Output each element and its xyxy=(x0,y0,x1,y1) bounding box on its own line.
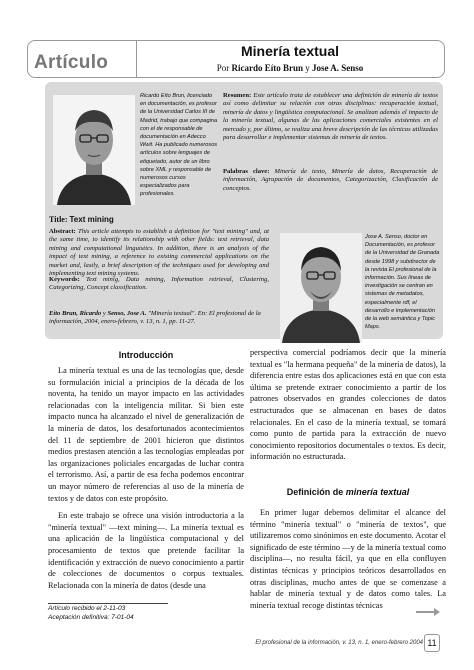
citation-author1: Eíto Brun, Ricardo xyxy=(49,310,102,317)
paragraph: La minería textual es una de las tecnologías que, desde su formulación inicial a principios de la década de los noventa, ha tenido un mayor impacto en las actividades relacionadas con la inteligencia militar. Si bien este impacto nunca ha alcanzado el nivel de generalización de la minería de datos, los desafortunados acontecimientos del 11 de septiembre de 2001 hicieron que distintos medios prestasen atención a las tecnologías empleadas por las organizaciones policiales encargadas de luchar contra el terrorismo. Así, a partir de esa fecha podemos encontrar un mayor número de referencias al uso de la minería de textos y de datos con este propósito. xyxy=(48,366,244,503)
resumen-text: Este artículo trata de establecer una definición de minería de textos así como delimitar su relación con otras disciplinas: recuperación textual, minería de datos y lingüística computacional. Se analizan además el impacto de la minería textual, algunas de las aplicaciones comerciales existentes en el mercado y, por último, se realiza una breve descripción de las técnicas utilizadas para desarrollar e implementar sistemas de minería de textos. xyxy=(223,92,438,142)
author2-photo xyxy=(280,233,362,343)
section-label: Artículo xyxy=(34,52,109,73)
continue-arrow-icon xyxy=(416,603,440,611)
keywords-en xyxy=(49,276,269,293)
citation-and: y xyxy=(101,310,108,317)
palabras-text: Minería de texto, Minería de datos, Recuperación de información, Agrupación de documentos, Categorización, Clasificación de conceptos. xyxy=(223,168,438,192)
accepted-date: Aceptación definitiva: 7-01-04 xyxy=(48,613,134,621)
header-divider xyxy=(136,40,137,78)
keywords-text: Text minig, Data mining, Information retrieval, Clustering, Categorizing, Concept classification. xyxy=(49,276,269,292)
left-column xyxy=(48,365,244,597)
author1-bio: Ricardo Eíto Brun, licenciado en documentación, es profesor de la Universidad Carlos III de Madrid, trabajo que compagina con el de responsable de documentación en Adecco Wwit. Ha publicado numerosos artículos sobre lenguajes de etiquetado, autor de un libro sobre XML y responsable de numerosos cursos especializados para profesionales. xyxy=(140,93,218,198)
definition-heading-italic: minería textual xyxy=(345,487,410,497)
definition-heading-prefix: Definición de xyxy=(286,487,346,497)
english-title xyxy=(49,215,114,224)
palabras-clave xyxy=(223,168,438,193)
byline xyxy=(140,63,440,73)
intro-heading: Introducción xyxy=(118,350,174,360)
abstract-en xyxy=(49,228,269,278)
author1-name: Ricardo Eíto Brun xyxy=(231,63,303,73)
paragraph: perspectiva comercial podríamos decir que la minería textual es "la hermana pequeña" de la minería de datos), la diferencia entre estas dos aplicaciones está en que con esta última se pretende extraer conocimiento a partir de los patrones observados en grandes colecciones de datos estructurados que se almacenan en bases de datos relacionales. En el caso de la minería textual, se tomará como punto de partida para la extracción de nuevo conocimiento repositorios documentales o textos. Es decir, información no estructurada. xyxy=(250,348,446,462)
resumen xyxy=(223,92,438,142)
page-number: 11 xyxy=(424,634,440,652)
paragraph: En este trabajo se ofrece una visión introductoria a la "minería textual" —text mining—. La minería textual es una aplicación de la lingüística computacional y del procesamiento de textos que pretende facilitar la identificación y extracción de nuevo conocimiento a partir de colecciones de documentos o corpus textuales. Relacionada con la minería de datos (desde una xyxy=(48,511,244,590)
author1-photo xyxy=(53,95,135,205)
right-column-bottom xyxy=(250,507,446,617)
definition-heading xyxy=(250,487,446,497)
palabras-label: Palabras clave: xyxy=(223,168,270,175)
byline-prefix: Por xyxy=(216,63,232,73)
abstract-text: This article attempts to establish a definition for "text mining" and, at the same time, to identify its relationship with other fields: text retrieval, data mining and computational linguistics. In addition, there is an analysis of the impact of text mining, a reference to existing commercial applications on the market and, lastly, a brief description of the techniques used for developing and implementing text mining systems. xyxy=(49,228,269,278)
title-en-label: Title: xyxy=(49,215,70,224)
author2-name: Jose A. Senso xyxy=(312,63,364,73)
right-column-top xyxy=(250,347,446,469)
citation-text: "Minería textual". En: El profesional de la información, 2004, enero-febrero, v. 13, n. 1, pp. 11-27. xyxy=(49,310,261,326)
keywords-label: Keywords: xyxy=(49,276,80,283)
citation-author2: Senso, Jose A. xyxy=(107,310,147,317)
received-date: Artículo recibido el 2-11-03 xyxy=(48,605,126,612)
article-title: Minería textual xyxy=(240,43,340,59)
byline-and: y xyxy=(303,63,312,73)
title-en-value: Text mining xyxy=(69,215,114,224)
resumen-label: Resumen: xyxy=(223,92,252,99)
author2-bio: Jose A. Senso, doctor en Documentación, es profesor de la Universidad de Granada desde 1998 y subdirector de la revista El profesional de la información. Sus líneas de investigación se centran en sistemas de metadatos, especialmente rdf, el desarrollo e implementación de la web semántica y Topic Maps. xyxy=(365,234,440,331)
abstract-label: Abstract: xyxy=(49,228,76,235)
paragraph: En primer lugar debemos delimitar el alcance del término "minería textual" o "minería de textos", que utilizaremos como sinónimos en este documento. Acotar el significado de este término —y de la minería textual como disciplina—, no resulta fácil, ya que en ella confluyen distintas técnicas y principios teóricos desarrollados en otras disciplinas, mucho antes de que se comenzase a hablar de minería textual y de datos como tales. La minería textual recoge distintas técnicas xyxy=(250,508,446,610)
running-footer: El profesional de la información, v. 13, n. 1, enero-febrero 2004 xyxy=(255,640,423,646)
footnote xyxy=(48,605,134,622)
citation xyxy=(49,310,269,327)
footnote-divider xyxy=(48,603,168,604)
